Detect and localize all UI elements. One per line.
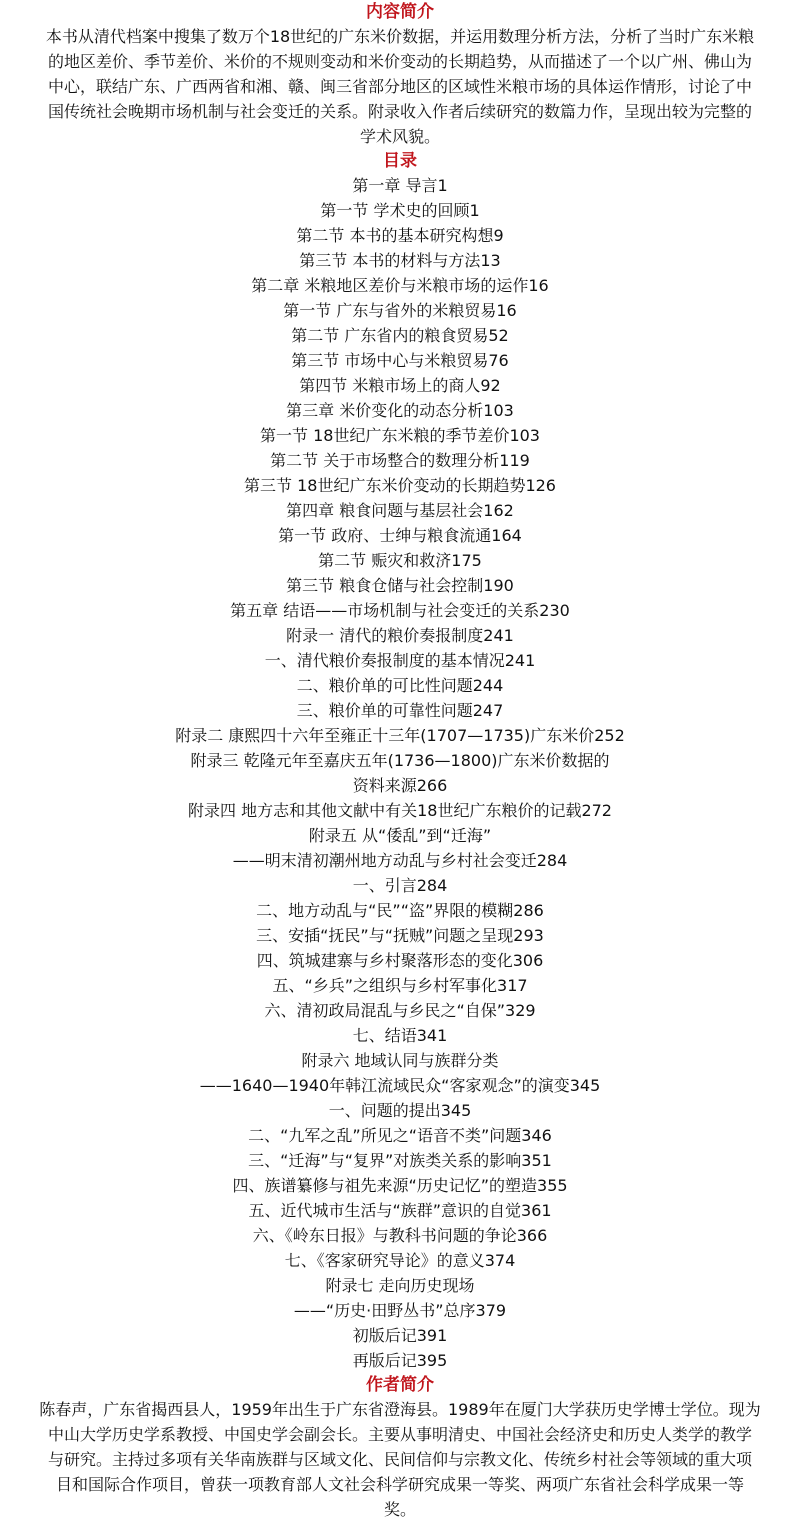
toc-heading: 目录 [383,151,417,171]
toc-entry: 五、近代城市生活与“族群”意识的自觉361 [248,1201,552,1220]
intro-line: 本书从清代档案中搜集了数万个18世纪的广东米价数据，并运用数理分析方法，分析了当时广东米粮 [45,27,755,46]
author-heading: 作者简介 [366,1375,434,1395]
author-line: 与研究。主持过多项有关华南族群与区域文化、民间信仰与宗教文化、传统乡村社会等领域的重大项 [47,1450,752,1469]
toc-entry: 资料来源266 [352,776,448,795]
toc-entry: 附录七 走向历史现场 [325,1276,475,1295]
toc-entry: 第一节 18世纪广东米粮的季节差价103 [260,426,540,445]
intro-paragraph [2,24,798,149]
toc-entry: 附录四 地方志和其他文献中有关18世纪广东粮价的记载272 [188,801,612,820]
toc-entry: 附录二 康熙四十六年至雍正十三年(1707—1735)广东米价252 [175,726,625,745]
toc-entry: 六、《岭东日报》与教科书问题的争论366 [252,1226,548,1245]
toc-entry: 第三节 本书的材料与方法13 [299,251,501,270]
toc-entry: 第三节 18世纪广东米价变动的长期趋势126 [244,476,556,495]
table-of-contents [2,173,798,1373]
toc-entry: 一、清代粮价奏报制度的基本情况241 [264,651,536,670]
toc-entry: 第五章 结语——市场机制与社会变迁的关系230 [230,601,570,620]
toc-entry: 第二节 关于市场整合的数理分析119 [270,451,530,470]
intro-line: 学术风貌。 [359,127,440,146]
toc-entry: 五、“乡兵”之组织与乡村军事化317 [272,976,528,995]
toc-entry: 附录六 地域认同与族群分类 [301,1051,499,1070]
toc-entry: 二、粮价单的可比性问题244 [296,676,504,695]
toc-entry: 初版后记391 [352,1326,448,1345]
author-paragraph [2,1397,798,1522]
toc-entry: 附录五 从“倭乱”到“迁海” [308,826,492,845]
toc-entry: 四、族谱纂修与祖先来源“历史记忆”的塑造355 [232,1176,568,1195]
intro-line: 中心，联结广东、广西两省和湘、赣、闽三省部分地区的区域性米粮市场的具体运作情形，讨论了中 [47,77,752,96]
toc-entry: 附录三 乾隆元年至嘉庆五年(1736—1800)广东米价数据的 [190,751,610,770]
toc-entry: 第三节 粮食仓储与社会控制190 [286,576,514,595]
toc-entry: 四、筑城建寨与乡村聚落形态的变化306 [256,951,544,970]
author-line: 中山大学历史学系教授、中国史学会副会长。主要从事明清史、中国社会经济史和历史人类学的教学 [47,1425,752,1444]
toc-entry: 二、“九军之乱”所见之“语音不类”问题346 [248,1126,552,1145]
toc-entry: ——1640—1940年韩江流域民众“客家观念”的演变345 [199,1076,601,1095]
intro-line: 国传统社会晚期市场机制与社会变迁的关系。附录收入作者后续研究的数篇力作，呈现出较为完整的 [47,102,752,121]
toc-entry: 附录一 清代的粮价奏报制度241 [286,626,514,645]
toc-entry: 第一节 学术史的回顾1 [320,201,480,220]
toc-entry: 一、引言284 [352,876,448,895]
author-line: 目和国际合作项目，曾获一项教育部人文社会科学研究成果一等奖、两项广东省社会科学成果一等 [55,1475,744,1494]
toc-entry: 第三章 米价变化的动态分析103 [286,401,514,420]
toc-entry: ——“历史·田野丛书”总序379 [293,1301,507,1320]
toc-entry: ——明末清初潮州地方动乱与乡村社会变迁284 [232,851,568,870]
toc-entry: 第一节 政府、士绅与粮食流通164 [278,526,522,545]
toc-entry: 第一节 广东与省外的米粮贸易16 [283,301,517,320]
toc-entry: 第一章 导言1 [352,176,448,195]
toc-entry: 第三节 市场中心与米粮贸易76 [291,351,509,370]
author-line: 陈春声，广东省揭西县人，1959年出生于广东省澄海县。1989年在厦门大学获历史学博士学位。现为 [39,1400,761,1419]
toc-entry: 三、安插“抚民”与“抚贼”问题之呈现293 [256,926,544,945]
author-line: 奖。 [383,1500,416,1519]
toc-entry: 第二节 本书的基本研究构想9 [296,226,504,245]
toc-entry: 七、《客家研究导论》的意义374 [284,1251,516,1270]
toc-entry: 第二节 广东省内的粮食贸易52 [291,326,509,345]
toc-entry: 一、问题的提出345 [328,1101,472,1120]
toc-entry: 六、清初政局混乱与乡民之“自保”329 [264,1001,536,1020]
toc-entry: 再版后记395 [352,1351,448,1370]
toc-entry: 第四章 粮食问题与基层社会162 [286,501,514,520]
toc-entry: 三、“迁海”与“复界”对族类关系的影响351 [248,1151,552,1170]
toc-entry: 七、结语341 [352,1026,448,1045]
toc-entry: 第四节 米粮市场上的商人92 [299,376,501,395]
toc-entry: 二、地方动乱与“民”“盗”界限的模糊286 [256,901,544,920]
intro-line: 的地区差价、季节差价、米价的不规则变动和米价变动的长期趋势，从而描述了一个以广州、佛山为 [47,52,752,71]
intro-heading: 内容简介 [366,2,434,22]
toc-entry: 第二章 米粮地区差价与米粮市场的运作16 [251,276,549,295]
toc-entry: 第二节 赈灾和救济175 [318,551,482,570]
toc-entry: 三、粮价单的可靠性问题247 [296,701,504,720]
